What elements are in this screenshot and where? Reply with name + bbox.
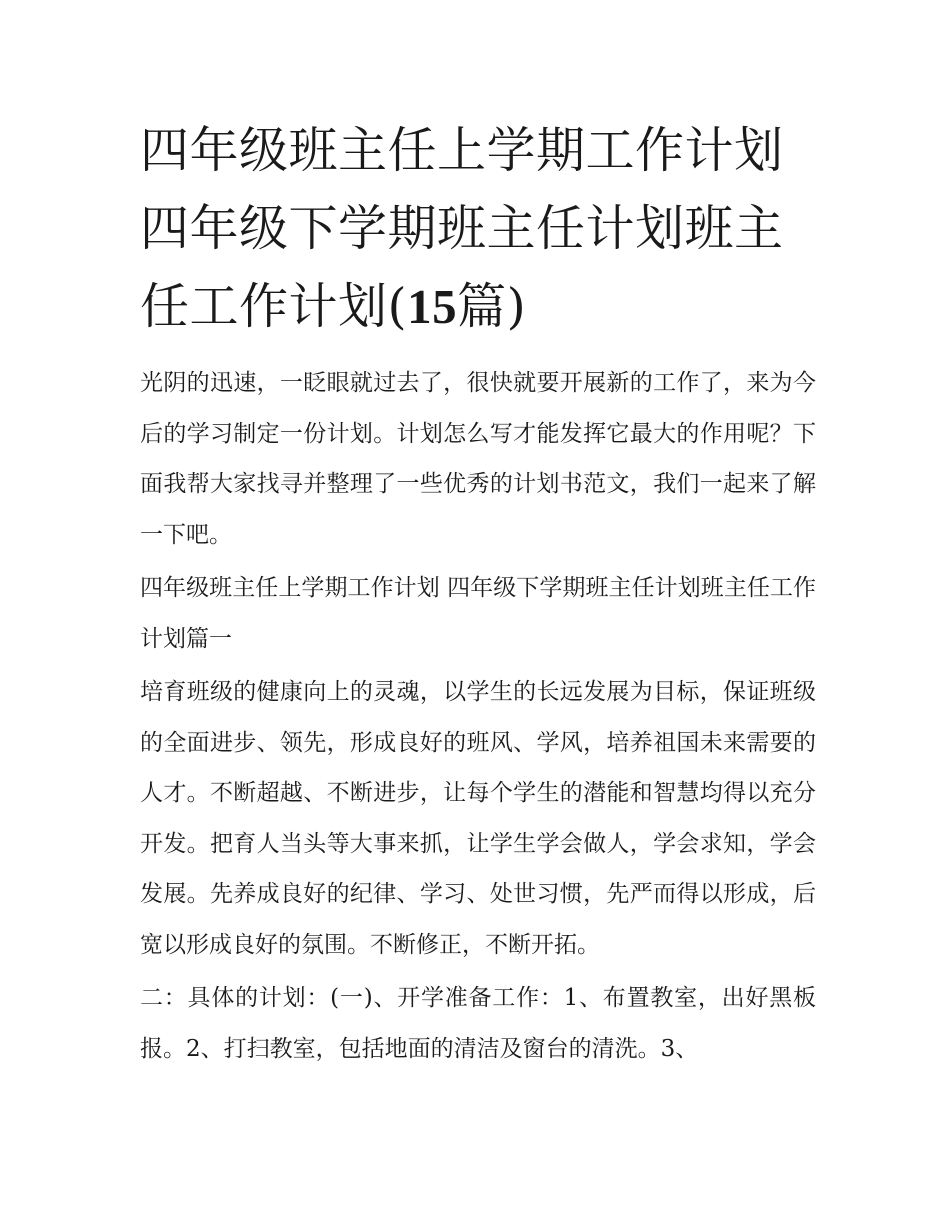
paragraph-section-heading: 四年级班主任上学期工作计划 四年级下学期班主任计划班主任工作计划篇一 [140, 575, 816, 652]
title-count: 15 [407, 279, 458, 334]
paragraph-plan: 二：具体的计划：(一)、开学准备工作：1、布置教室，出好黑板报。2、打扫教室，包括地面的清洁及窗台的清洗。3、 [140, 985, 816, 1062]
title-tail: 篇) [457, 278, 527, 335]
paragraph-intro: 光阴的迅速，一眨眼就过去了，很快就要开展新的工作了，来为今后的学习制定一份计划。计划怎么写才能发挥它最大的作用呢？下面我帮大家找寻并整理了一些优秀的计划书范文，我们一起来了解一下吧。 [140, 370, 816, 548]
title-main: 四年级班主任上学期工作计划 四年级下学期班主任计划班主任工作计划( [140, 122, 784, 335]
document-title [140, 112, 816, 346]
paragraph-goals: 培育班级的健康向上的灵魂，以学生的长远发展为目标，保证班级的全面进步、领先，形成良好的班风、学风，培养祖国未来需要的人才。不断超越、不断进步，让每个学生的潜能和智慧均得以充分开发。把育人当头等大事来抓，让学生学会做人，学会求知，学会发展。先养成良好的纪律、学习、处世习惯，先严而得以形成，后宽以形成良好的氛围。不断修正，不断开拓。 [140, 679, 816, 958]
document-page [140, 112, 816, 1074]
